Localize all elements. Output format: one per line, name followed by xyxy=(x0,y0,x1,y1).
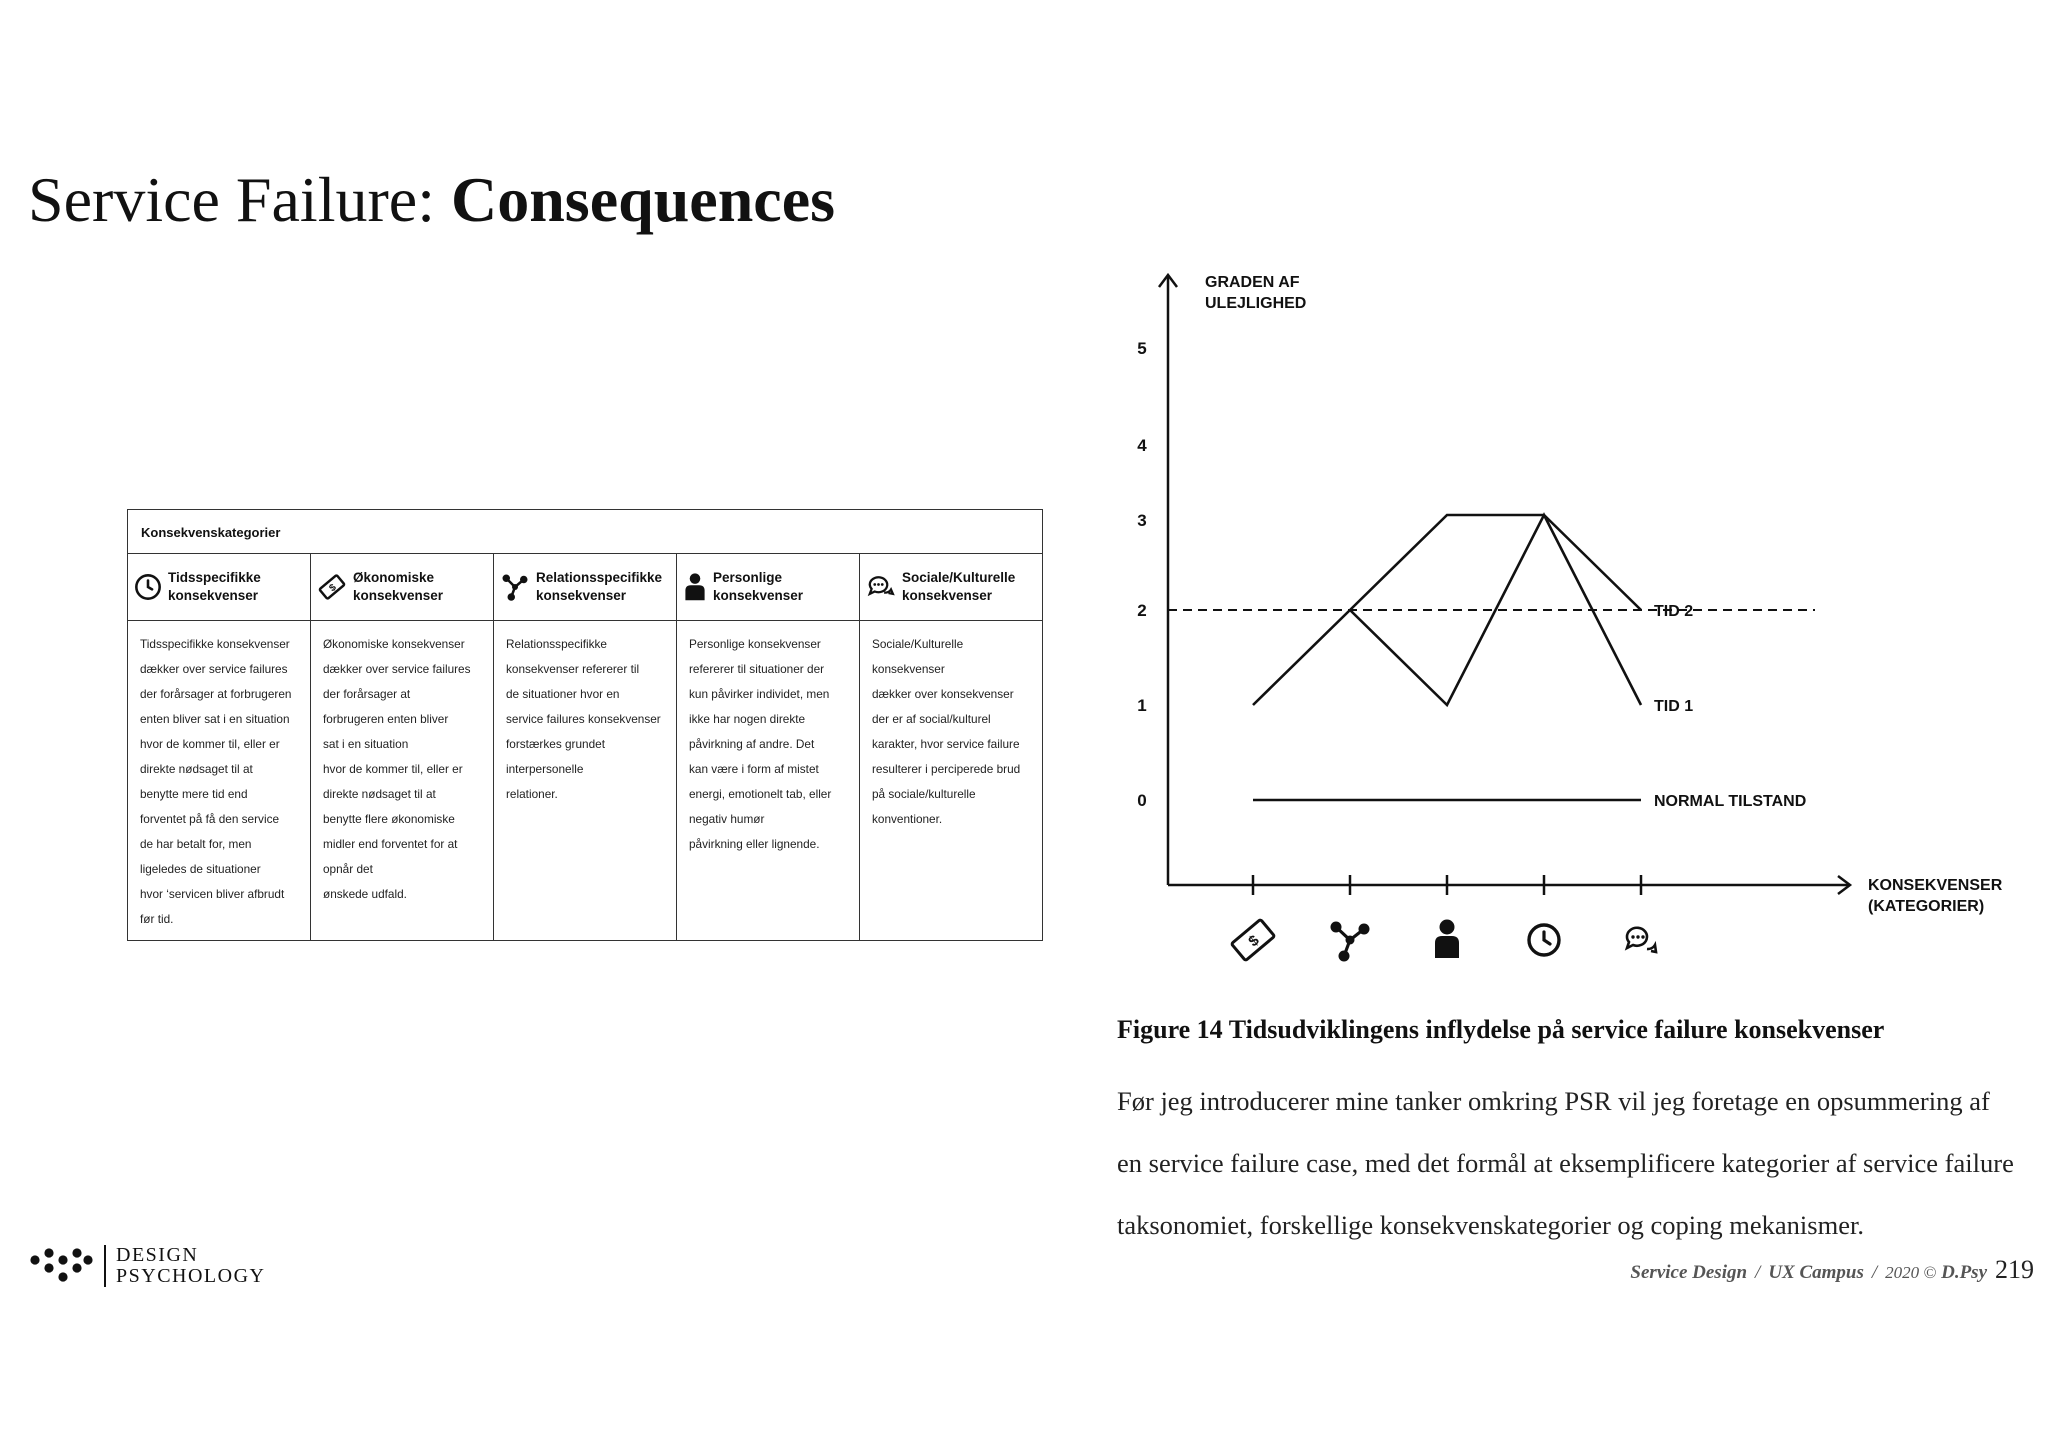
column-description: Sociale/Kulturelle konsekvenser dækker over konsekvenser der er af social/kulturel karakter, hvor service failure resulterer i perciperede brud på sociale/kulturelle konventioner. xyxy=(872,637,1021,826)
series-label: TID 2 xyxy=(1654,603,1694,620)
column-header xyxy=(128,554,310,621)
credit-service-design: Service Design xyxy=(1630,1262,1748,1283)
body-line: Før jeg introducerer mine tanker omkring PSR vil jeg foretage en opsummering af xyxy=(1117,1086,1990,1116)
credit-ux-campus: UX Campus xyxy=(1768,1262,1864,1283)
money-icon xyxy=(1231,919,1274,960)
logo-wordmark xyxy=(104,1245,265,1287)
person-icon xyxy=(1435,920,1459,959)
footer-credit xyxy=(1630,1255,2034,1285)
column-description: Tidsspecifikke konsekvenser dækker over service failures der forårsager at forbrugeren enten bliver sat i en situation hvor de kommer til, eller er direkte nødsaget til at benytte mere tid end forventet på få den service de har betalt for, men ligeledes de situationer hvor ‘servicen bliver afbrudt før tid. xyxy=(140,637,292,926)
body-line: taksonomiet, forskellige konsekvenskategorier og coping mekanismer. xyxy=(1117,1210,1864,1240)
chat-icon xyxy=(866,572,896,602)
y-tick-label: 3 xyxy=(1137,511,1147,530)
svg-text:$: $ xyxy=(1245,931,1263,951)
credit-author: D.Psy xyxy=(1941,1262,1987,1283)
dots-logo-icon xyxy=(28,1246,94,1286)
column-header xyxy=(494,554,676,621)
y-axis-label: ULEJLIGHED xyxy=(1205,295,1307,312)
svg-text:$: $ xyxy=(327,582,339,595)
column-title: Personlige konsekvenser xyxy=(713,570,804,603)
x-axis-label: (KATEGORIER) xyxy=(1868,898,1985,915)
network-icon xyxy=(1331,922,1370,962)
x-axis-arrow xyxy=(1838,876,1850,894)
credit-separator: / xyxy=(1755,1262,1761,1283)
chat-icon xyxy=(1627,928,1656,952)
clock-icon xyxy=(134,573,162,601)
column-description: Personlige konsekvenser refererer til situationer der kun påvirker individet, men ikke har nogen direkte påvirkning af andre. Det kan være i form af mistet energi, emotionelt tab, eller negativ humør påvirkning eller lignende. xyxy=(689,637,832,851)
table-column xyxy=(494,554,677,940)
money-icon xyxy=(317,572,347,602)
body-paragraph xyxy=(1117,1070,2015,1256)
y-tick-label: 0 xyxy=(1137,791,1147,810)
credit-separator: / xyxy=(1871,1262,1878,1283)
column-description: Økonomiske konsekvenser dækker over service failures der forårsager at forbrugeren enten bliver sat i en situation hvor de kommer til, eller er direkte nødsaget til at benytte flere økonomiske midler end forventet for at opnår det ønskede udfald. xyxy=(323,637,471,901)
y-tick-label: 4 xyxy=(1137,436,1147,455)
table-column xyxy=(860,554,1042,940)
body-line: en service failure case, med det formål at eksemplificere kategorier af service failure xyxy=(1117,1148,2014,1178)
column-description: Relationsspecifikke konsekvenser refererer til de situationer hvor en service failures konsekvenser forstærkes grundet interpersonelle relationer. xyxy=(506,637,661,801)
y-tick-label: 5 xyxy=(1137,339,1147,358)
table-heading: Konsekvenskategorier xyxy=(128,510,1042,554)
figure-caption: Figure 14 Tidsudviklingens inflydelse på service failure konsekvenser xyxy=(1117,1015,1885,1044)
column-title: Sociale/Kulturelle konsekvenser xyxy=(902,570,1016,603)
title-normal: Service Failure: xyxy=(28,164,451,235)
clock-icon xyxy=(1529,925,1559,955)
column-header xyxy=(860,554,1042,621)
y-axis-arrow xyxy=(1159,275,1177,287)
chart-svg xyxy=(1120,260,2003,980)
y-axis-label: GRADEN AF xyxy=(1205,274,1300,291)
y-tick-label: 1 xyxy=(1137,696,1147,715)
y-tick-label: 2 xyxy=(1137,601,1147,620)
credit-year: 2020 © xyxy=(1885,1263,1937,1282)
series-line xyxy=(1350,515,1641,705)
page-number: 219 xyxy=(1995,1255,2034,1284)
network-icon xyxy=(500,572,530,602)
page-title xyxy=(28,164,835,235)
column-title: Tidsspecifikke konsekvenser xyxy=(168,570,261,603)
consequence-category-table xyxy=(127,509,1043,941)
column-title: Relationsspecifikke konsekvenser xyxy=(536,570,663,603)
x-axis-label: KONSEKVENSER xyxy=(1868,877,2003,894)
table-columns xyxy=(128,554,1042,940)
logo-line-psychology: PSYCHOLOGY xyxy=(116,1265,266,1287)
person-icon xyxy=(683,572,707,602)
design-psychology-logo xyxy=(28,1245,265,1287)
title-bold: Consequences xyxy=(450,164,835,235)
column-header xyxy=(311,554,493,621)
series-label: TID 1 xyxy=(1654,698,1694,715)
column-header xyxy=(677,554,859,621)
series-label: NORMAL TILSTAND xyxy=(1654,793,1807,810)
series-line xyxy=(1253,515,1641,705)
table-column xyxy=(677,554,860,940)
table-column xyxy=(311,554,494,940)
column-title: Økonomiske konsekvenser xyxy=(353,570,444,603)
table-column xyxy=(128,554,311,940)
logo-line-design: DESIGN xyxy=(116,1244,199,1266)
